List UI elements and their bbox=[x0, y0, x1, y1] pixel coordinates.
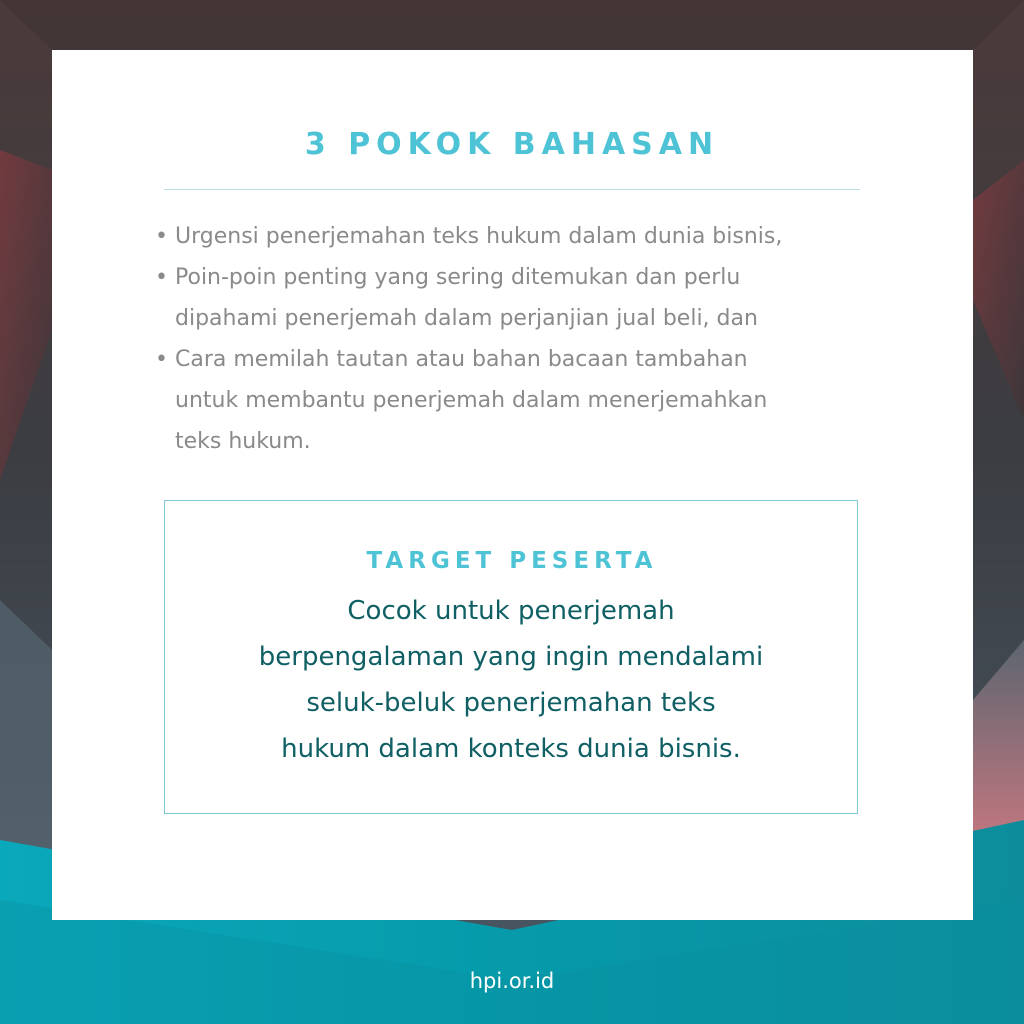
target-line: berpengalaman yang ingin mendalami bbox=[258, 642, 764, 672]
target-description bbox=[164, 588, 858, 772]
topic-item bbox=[155, 216, 875, 257]
topic-line: Cara memilah tautan atau bahan bacaan tambahan bbox=[175, 347, 748, 372]
topics-list bbox=[155, 216, 875, 462]
topics-title: 3 POKOK BAHASAN bbox=[304, 127, 720, 162]
bg-shade-top bbox=[0, 0, 1024, 50]
target-line: seluk-beluk penerjemahan teks bbox=[306, 688, 716, 718]
topic-line: Poin-poin penting yang sering ditemukan dan perlu bbox=[175, 265, 741, 290]
bullet: • bbox=[155, 224, 168, 249]
bullet: • bbox=[155, 265, 168, 290]
topic-line: untuk membantu penerjemah dalam menerjemahkan bbox=[175, 388, 768, 413]
topic-item bbox=[155, 339, 875, 462]
target-title: TARGET PESERTA bbox=[366, 548, 658, 574]
topic-item bbox=[155, 257, 875, 339]
bullet: • bbox=[155, 347, 168, 372]
topic-line: dipahami penerjemah dalam perjanjian jual beli, dan bbox=[175, 306, 758, 331]
topic-line: Urgensi penerjemahan teks hukum dalam dunia bisnis, bbox=[175, 224, 783, 249]
website-url: hpi.or.id bbox=[469, 969, 555, 993]
topic-line: teks hukum. bbox=[175, 429, 311, 454]
title-divider bbox=[164, 189, 860, 190]
target-line: Cocok untuk penerjemah bbox=[347, 596, 675, 626]
target-line: hukum dalam konteks dunia bisnis. bbox=[281, 734, 741, 764]
